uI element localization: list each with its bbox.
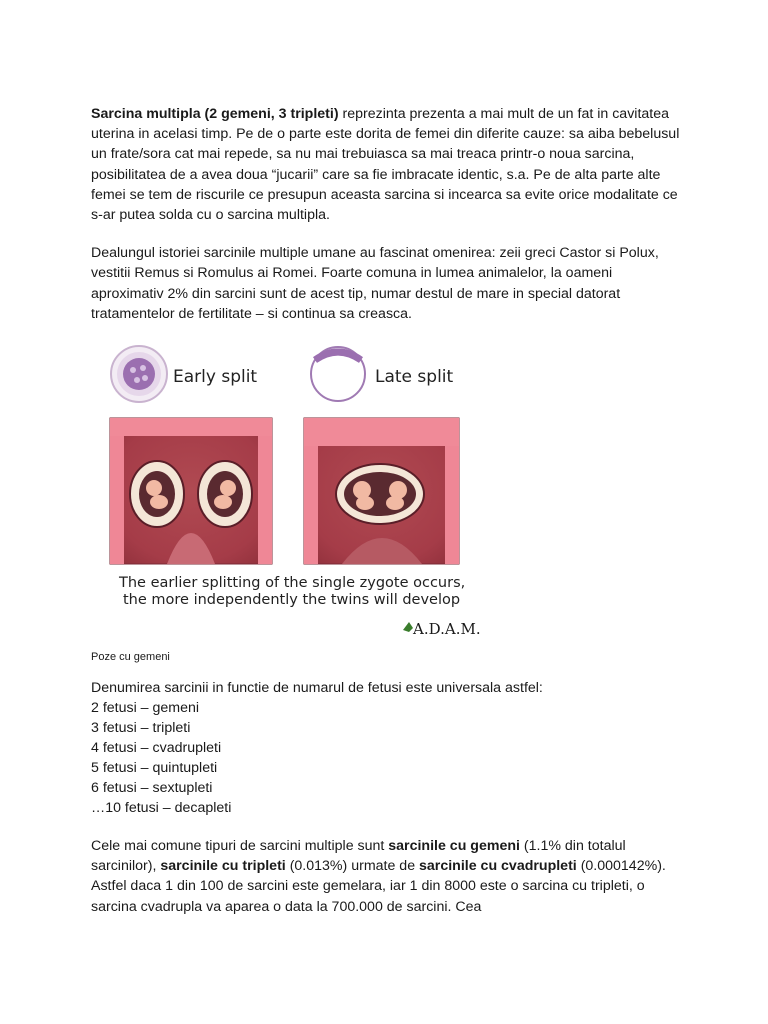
- list-item: 5 fetusi – quintupleti: [91, 760, 218, 777]
- twins-illustration: [107, 342, 507, 642]
- paragraph-intro-text: reprezinta prezenta a mai mult de un fat in cavitatea uterina in acelasi timp. Pe de o parte este dorita de femei din diferite cauze: sa aiba bebelusul un frate/sora cat mai repede, sa nu mai trebuiasca sa mai treaca printr-o noua sarcina, posibilitatea de a avea doua “jucarii” care sa fie imbracate identic, s.a. Pe de alta parte alte femei se tem de riscurile ce presupun aceasta sarcina si incearca sa evite orice modalitate ce s-ar putea solda cu o sarcina multipla.: [91, 106, 680, 224]
- list-item: 4 fetusi – cvadrupleti: [91, 740, 222, 757]
- bold-triplets: sarcinile cu tripleti: [160, 858, 286, 875]
- twins-illustration-svg: [107, 342, 507, 642]
- early-split-uterus-panel: [110, 418, 272, 564]
- bold-quadruplets: sarcinile cu cvadrupleti: [419, 858, 577, 875]
- adam-logo-text: A.D.A.M.: [413, 620, 481, 639]
- bold-twins: sarcinile cu gemeni: [388, 838, 520, 855]
- text-run: Cele mai comune tipuri de sarcini multiple sunt: [91, 838, 389, 855]
- paragraph-intro: [91, 104, 681, 225]
- figure-caption-line2: the more independently the twins will develop: [123, 592, 461, 609]
- late-split-zygote-icon: [311, 347, 365, 401]
- adam-logo: [403, 620, 481, 638]
- document-page: [91, 104, 681, 917]
- text-run: (0.000142%). Astfel daca 1 din 100 de sarcini este gemelara, iar 1 din 8000 este o sarcina cu tripleti, o sarcina cvadrupla va aparea o data la 700.000 de sarcini. Cea: [91, 858, 666, 915]
- paragraph-history: Dealungul istoriei sarcinile multiple umane au fascinat omenirea: zeii greci Castor si Polux, vestitii Remus si Romulus ai Romei. Foarte comuna in lumea animalelor, la oameni aproximativ 2% din sarcini sunt de acest tip, numar destul de mare in special datorat tratamentelor de fertilitate – si continua sa creasca.: [91, 245, 659, 322]
- leaf-icon: [403, 622, 413, 632]
- label-early-split: Early split: [173, 367, 258, 388]
- list-item: 3 fetusi – tripleti: [91, 720, 191, 737]
- image-caption: Poze cu gemeni: [91, 651, 170, 664]
- list-item: …10 fetusi – decapleti: [91, 800, 232, 817]
- early-split-zygote-icon: [111, 346, 167, 402]
- text-run: (0.013%) urmate de: [285, 858, 420, 875]
- late-split-uterus-panel: [304, 418, 459, 564]
- paragraph-intro-bold: Sarcina multipla (2 gemeni, 3 tripleti): [91, 106, 339, 122]
- list-item: 6 fetusi – sextupleti: [91, 780, 213, 797]
- figure-caption-line1: The earlier splitting of the single zygote occurs,: [119, 575, 466, 592]
- list-intro: Denumirea sarcinii in functie de numarul de fetusi este universala astfel:: [91, 680, 543, 697]
- text-run: (1.1% din totalul sarcinilor),: [91, 838, 626, 875]
- label-late-split: Late split: [375, 367, 454, 388]
- fetus-count-list: [91, 678, 681, 818]
- paragraph-frequency: [91, 836, 681, 917]
- list-item: 2 fetusi – gemeni: [91, 700, 200, 717]
